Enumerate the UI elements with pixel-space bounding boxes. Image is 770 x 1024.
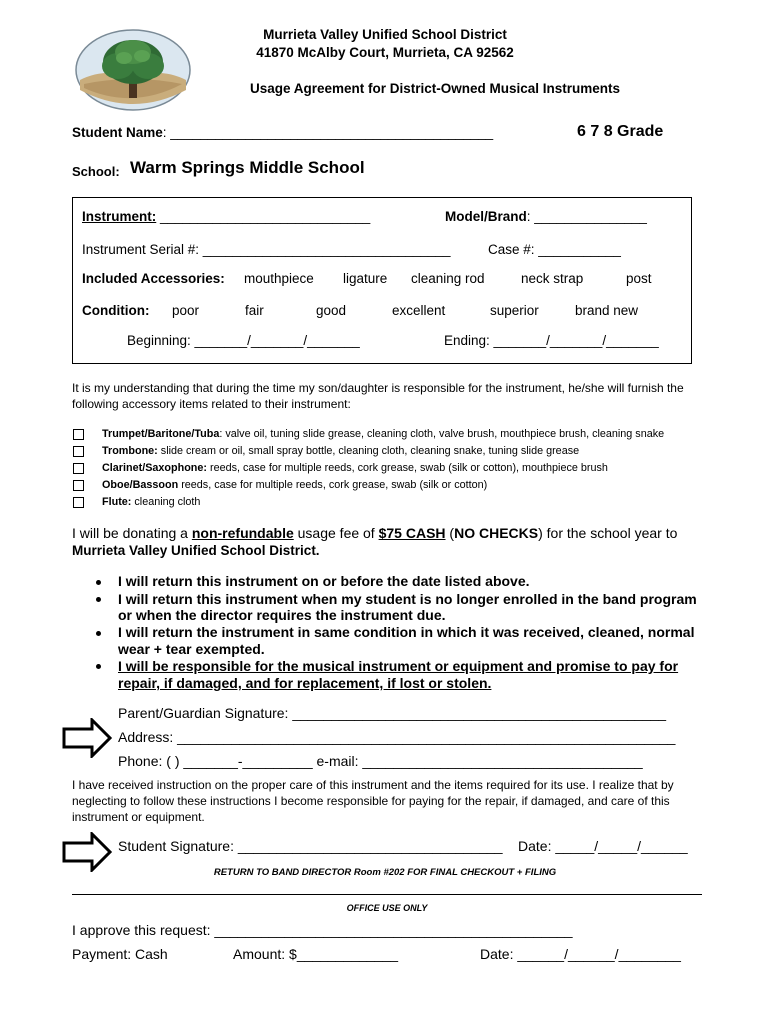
student-signature-field[interactable]: Student Signature: __________________________________ xyxy=(118,838,503,854)
bullet-icon xyxy=(96,580,101,585)
model-line[interactable]: : _______________ xyxy=(526,209,647,224)
arrow-right-icon xyxy=(62,718,112,758)
donation-district: Murrieta Valley Unified School District. xyxy=(72,543,320,558)
condition-option[interactable]: superior xyxy=(490,303,539,318)
bullet-icon xyxy=(96,597,101,602)
promise-item: I will return this instrument when my student is no longer enrolled in the band program xyxy=(118,591,697,607)
bullet-icon xyxy=(96,664,101,669)
model-row xyxy=(445,209,647,224)
student-name-row xyxy=(72,125,493,140)
checkbox-icon[interactable] xyxy=(73,463,84,474)
accessory-item: Trombone: slide cream or oil, small spray bottle, cleaning cloth, cleaning snake, tuning slide grease xyxy=(102,445,580,457)
accessory-item: Oboe/Bassoon reeds, case for multiple reeds, cork grease, swab (silk or cotton) xyxy=(102,479,488,491)
accessories-label: Included Accessories: xyxy=(82,271,225,286)
ending-date[interactable]: Ending: _______/_______/_______ xyxy=(444,333,659,348)
student-name-colon: : xyxy=(162,125,167,140)
accessory-item: Trumpet/Baritone/Tuba: valve oil, tuning slide grease, cleaning cloth, valve brush, mouthpiece brush, cleaning snake xyxy=(102,428,665,440)
understanding-text: It is my understanding that during the time my son/daughter is responsible for the instrument, he/she will furnish the following accessory items related to their instrument: xyxy=(72,381,684,411)
condition-option[interactable]: excellent xyxy=(392,303,446,318)
instrument-row xyxy=(82,209,370,224)
condition-label: Condition: xyxy=(82,303,150,318)
instrument-line[interactable]: ____________________________ xyxy=(160,209,371,224)
accessory-option[interactable]: neck strap xyxy=(521,271,584,286)
student-date-field[interactable]: Date: _____/_____/______ xyxy=(518,838,688,854)
payment-field: Payment: Cash xyxy=(72,946,168,962)
promise-item: I will be responsible for the musical instrument or equipment and promise to pay for xyxy=(118,658,679,674)
student-name-label: Student Name xyxy=(72,125,163,140)
parent-signature-field[interactable]: Parent/Guardian Signature: ________________________________________________ xyxy=(118,705,667,721)
school-label: School: xyxy=(72,164,120,179)
accessory-option[interactable]: mouthpiece xyxy=(244,271,314,286)
district-name: Murrieta Valley Unified School District xyxy=(263,27,507,42)
district-address: 41870 McAlby Court, Murrieta, CA 92562 xyxy=(256,45,514,60)
arrow-right-icon xyxy=(62,832,112,872)
promise-item: repair, if damaged, and for replacement, if lost or stolen. xyxy=(118,675,492,691)
amount-field[interactable]: Amount: $_____________ xyxy=(233,946,399,962)
approval-date-field[interactable]: Date: ______/______/________ xyxy=(480,946,681,962)
instrument-label: Instrument: xyxy=(82,209,157,224)
accessory-option[interactable]: cleaning rod xyxy=(411,271,485,286)
condition-option[interactable]: good xyxy=(316,303,347,318)
bullet-icon xyxy=(96,631,101,636)
model-label: Model/Brand xyxy=(445,209,527,224)
promise-item: wear + tear exempted. xyxy=(118,641,265,657)
promise-item: I will return this instrument on or before the date listed above. xyxy=(118,573,530,589)
office-divider xyxy=(72,894,702,895)
checkbox-icon[interactable] xyxy=(73,446,84,457)
accessory-item: Flute: cleaning cloth xyxy=(102,496,201,508)
beginning-date[interactable]: Beginning: _______/_______/_______ xyxy=(127,333,360,348)
student-name-line[interactable]: ___________________________________________ xyxy=(170,125,494,140)
checkbox-icon[interactable] xyxy=(73,429,84,440)
school-value: Warm Springs Middle School xyxy=(130,158,365,177)
checkbox-icon[interactable] xyxy=(73,497,84,508)
office-use-label: OFFICE USE ONLY xyxy=(346,903,428,913)
form-title: Usage Agreement for District-Owned Musical Instruments xyxy=(249,81,621,96)
checkbox-icon[interactable] xyxy=(73,480,84,491)
promise-item: I will return the instrument in same condition in which it was received, cleaned, normal xyxy=(118,624,695,640)
return-note: RETURN TO BAND DIRECTOR Room #202 FOR FINAL CHECKOUT + FILING xyxy=(213,867,557,878)
approval-field[interactable]: I approve this request: ______________________________________________ xyxy=(72,922,573,938)
promise-item: or when the director requires the instrument due. xyxy=(118,607,446,623)
condition-option[interactable]: fair xyxy=(245,303,264,318)
grade-options[interactable]: 6 7 8 Grade xyxy=(577,123,664,140)
donation-line: I will be donating a non-refundable usage fee of $75 CASH (NO CHECKS) for the school year to xyxy=(72,525,678,541)
condition-option[interactable]: poor xyxy=(172,303,200,318)
case-field[interactable]: Case #: ___________ xyxy=(488,242,621,257)
phone-email-field[interactable]: Phone: ( ) _______-_________ e-mail: ____________________________________ xyxy=(118,753,643,769)
instruction-text: I have received instruction on the proper care of this instrument and the items required for its use. I realize that by neglecting to follow these instructions I become responsible for paying for the repair, if damaged, and care of this instrument or equipment. xyxy=(72,778,674,824)
serial-field[interactable]: Instrument Serial #: _________________________________ xyxy=(82,242,451,257)
condition-option[interactable]: brand new xyxy=(575,303,639,318)
accessory-option[interactable]: ligature xyxy=(343,271,388,286)
accessory-item: Clarinet/Saxophone: reeds, case for multiple reeds, cork grease, swab (silk or cotton), mouthpiece brush xyxy=(102,462,608,474)
address-field[interactable]: Address: ________________________________________________________________ xyxy=(118,729,676,745)
accessory-option[interactable]: post xyxy=(626,271,652,286)
district-logo xyxy=(74,28,192,113)
